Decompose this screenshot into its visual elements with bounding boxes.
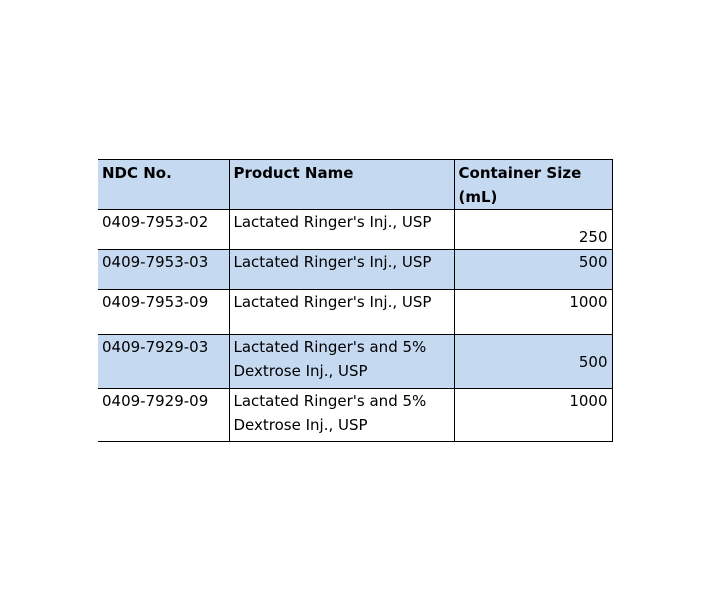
ndc-cell: 0409-7953-03 bbox=[98, 250, 229, 290]
header-product-name: Product Name bbox=[229, 160, 454, 210]
header-ndc-no: NDC No. bbox=[98, 160, 229, 210]
container-size-cell: 250 bbox=[454, 210, 612, 250]
product-name-line2: Dextrose Inj., USP bbox=[233, 362, 368, 380]
product-name-line1: Lactated Ringer's Inj., USP bbox=[233, 293, 432, 311]
table-header-row bbox=[98, 160, 612, 210]
table-row bbox=[98, 210, 612, 250]
ndc-product-table bbox=[98, 159, 613, 442]
header-container-size: Container Size (mL) bbox=[454, 160, 612, 210]
product-name-cell bbox=[229, 210, 454, 250]
product-name-line2: Dextrose Inj., USP bbox=[233, 416, 368, 434]
container-size-cell: 500 bbox=[454, 335, 612, 389]
product-name-cell bbox=[229, 389, 454, 442]
product-name-line1: Lactated Ringer's Inj., USP bbox=[233, 213, 432, 231]
table-row bbox=[98, 335, 612, 389]
ndc-cell: 0409-7929-09 bbox=[98, 389, 229, 442]
container-size-cell: 1000 bbox=[454, 290, 612, 335]
product-name-line1: Lactated Ringer's and 5% bbox=[233, 338, 427, 356]
product-name-cell bbox=[229, 290, 454, 335]
product-name-cell bbox=[229, 250, 454, 290]
ndc-cell: 0409-7929-03 bbox=[98, 335, 229, 389]
product-name-line1: Lactated Ringer's Inj., USP bbox=[233, 253, 432, 271]
container-size-cell: 500 bbox=[454, 250, 612, 290]
product-name-cell bbox=[229, 335, 454, 389]
product-name-line1: Lactated Ringer's and 5% bbox=[233, 392, 427, 410]
table-row bbox=[98, 389, 612, 442]
container-size-cell: 1000 bbox=[454, 389, 612, 442]
table-row bbox=[98, 290, 612, 335]
table-row bbox=[98, 250, 612, 290]
ndc-cell: 0409-7953-02 bbox=[98, 210, 229, 250]
ndc-cell: 0409-7953-09 bbox=[98, 290, 229, 335]
